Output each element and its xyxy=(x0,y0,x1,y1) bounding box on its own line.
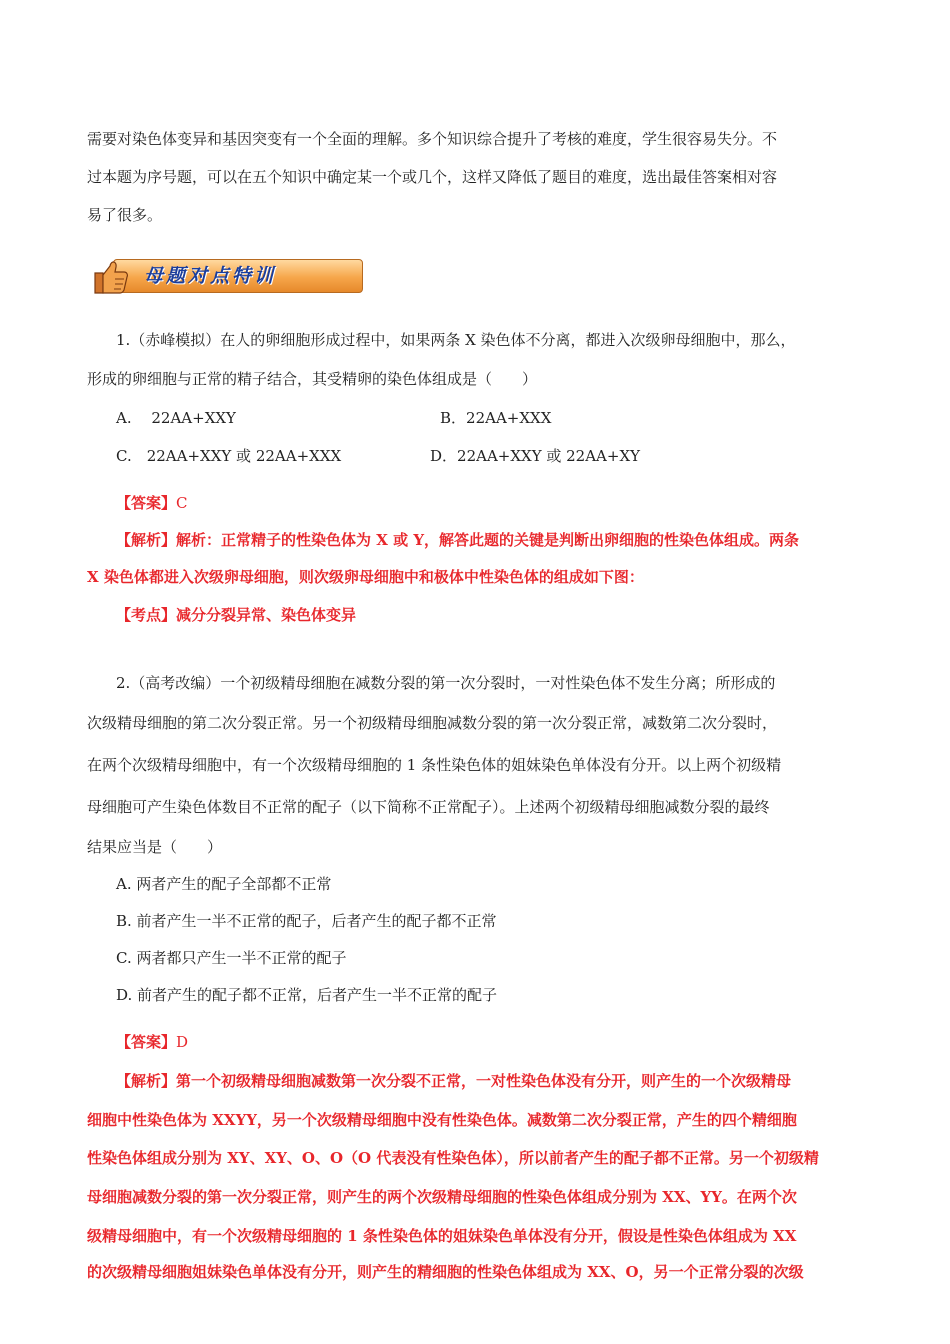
q2-analysis-line-2: 细胞中性染色体为 XXYY，另一个次级精母细胞中没有性染色体。减数第二次分裂正常，产生的四个精细胞 xyxy=(87,1111,797,1129)
thumbs-up-icon xyxy=(87,253,131,297)
q2-analysis-line-6: 的次级精母细胞姐妹染色单体没有分开，则产生的精细胞的性染色体组成为 XX、O，另一个正常分裂的次级 xyxy=(87,1263,804,1281)
q1-option-d: D．22AA+XXY 或 22AA+XY xyxy=(430,447,641,465)
q1-option-a: A. 22AA+XXY xyxy=(116,409,236,427)
q2-analysis-line-1 xyxy=(116,1071,791,1091)
q2-option-c: C. 两者都只产生一半不正常的配子 xyxy=(116,949,347,967)
q2-line-5: 结果应当是（ ） xyxy=(87,838,223,856)
intro-line-2: 过本题为序号题，可以在五个知识中确定某一个或几个，这样又降低了题目的难度，选出最佳答案相对容 xyxy=(87,168,778,186)
q2-analysis-line-5: 级精母细胞中，有一个次级精母细胞的 1 条性染色体的姐妹染色单体没有分开，假设是性染色体组成为 XX xyxy=(87,1227,797,1245)
q2-analysis-tag: 【解析】 xyxy=(116,1072,177,1090)
q2-line-2: 次级精母细胞的第二次分裂正常。另一个初级精母细胞减数分裂的第一次分裂正常，减数第二次分裂时， xyxy=(87,714,778,732)
q1-answer-tag: 【答案】 xyxy=(116,494,177,512)
q2-analysis-line-3: 性染色体组成分别为 XY、XY、O、O（O 代表没有性染色体），所以前者产生的配子都不正常。另一个初级精 xyxy=(87,1149,819,1167)
q1-line-1: 1.（赤峰模拟）在人的卵细胞形成过程中，如果两条 X 染色体不分离，都进入次级卵母细胞中，那么， xyxy=(116,331,796,349)
q1-analysis-tag: 【解析】 xyxy=(116,531,177,549)
intro-line-3: 易了很多。 xyxy=(87,206,163,224)
q2-answer-value: D xyxy=(176,1033,189,1051)
q2-line-1: 2.（高考改编）一个初级精母细胞在减数分裂的第一次分裂时，一对性染色体不发生分离；所形成的 xyxy=(116,674,776,692)
q2-option-d: D. 前者产生的配子都不正常，后者产生一半不正常的配子 xyxy=(116,986,498,1004)
banner-bar xyxy=(113,259,363,293)
q2-option-b: B. 前者产生一半不正常的配子，后者产生的配子都不正常 xyxy=(116,912,497,930)
q1-option-b: B．22AA+XXX xyxy=(440,409,552,427)
section-banner xyxy=(87,253,363,297)
q1-answer xyxy=(116,493,188,513)
q1-point xyxy=(116,605,356,625)
banner-title: 母题对点特训 xyxy=(144,265,277,287)
q1-option-c: C. 22AA+XXY 或 22AA+XXX xyxy=(116,447,342,465)
q2-answer-tag: 【答案】 xyxy=(116,1033,177,1051)
q1-line-2: 形成的卵细胞与正常的精子结合，其受精卵的染色体组成是（ ） xyxy=(87,370,538,388)
q2-line-4: 母细胞可产生染色体数目不正常的配子（以下简称不正常配子）。上述两个初级精母细胞减数分裂的最终 xyxy=(87,798,770,816)
q2-answer xyxy=(116,1032,188,1052)
q2-analysis-text-1: 第一个初级精母细胞减数第一次分裂不正常，一对性染色体没有分开，则产生的一个次级精母 xyxy=(176,1072,792,1090)
q1-analysis-line-1 xyxy=(116,530,799,550)
q1-point-value: 减分分裂异常、染色体变异 xyxy=(176,606,357,624)
q1-analysis-line-2: X 染色体都进入次级卵母细胞，则次级卵母细胞中和极体中性染色体的组成如下图： xyxy=(87,568,644,586)
q2-analysis-line-4: 母细胞减数分裂的第一次分裂正常，则产生的两个次级精母细胞的性染色体组成分别为 XX、YY。在两个次 xyxy=(87,1188,797,1206)
q1-analysis-text-1: 解析：正常精子的性染色体为 X 或 Y，解答此题的关键是判断出卵细胞的性染色体组成。两条 xyxy=(176,531,800,549)
q2-line-3: 在两个次级精母细胞中，有一个次级精母细胞的 1 条性染色体的姐妹染色单体没有分开。以上两个初级精 xyxy=(87,756,782,774)
q1-answer-value: C xyxy=(176,494,188,512)
q1-point-tag: 【考点】 xyxy=(116,606,177,624)
q2-option-a: A. 两者产生的配子全部都不正常 xyxy=(116,875,332,893)
intro-line-1: 需要对染色体变异和基因突变有一个全面的理解。多个知识综合提升了考核的难度，学生很容易失分。不 xyxy=(87,130,778,148)
